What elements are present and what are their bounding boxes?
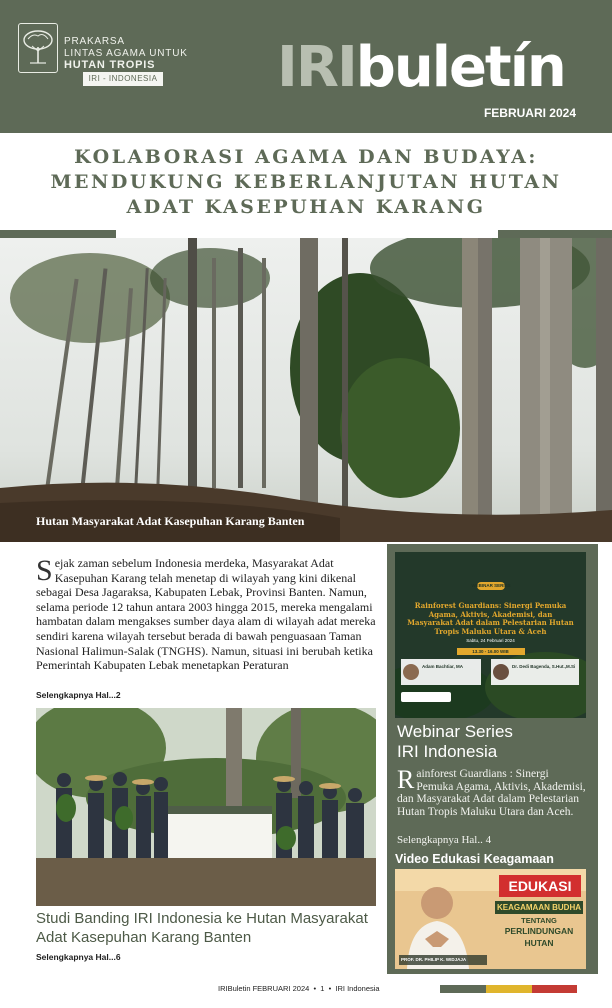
hero-caption: Hutan Masyarakat Adat Kasepuhan Karang Banten	[36, 514, 305, 528]
logo	[18, 23, 58, 73]
video-line2: TENTANG	[521, 916, 557, 925]
page-headline	[0, 145, 612, 220]
org-name-line1: PRAKARSA	[64, 36, 125, 47]
webinar-text: ainforest Guardians : Sinergi Pemuka Agama, Aktivis, Akademisi, dan Masyarakat Adat dalam Pelestarian Hutan Tropis Maluku Utara dan Aceh.	[397, 768, 586, 818]
video-line3: PERLINDUNGAN	[504, 926, 574, 936]
headline-line2: MENDUKUNG KEBERLANJUTAN HUTAN	[50, 171, 562, 193]
webinar-poster[interactable]	[395, 552, 586, 718]
footer: IRIBuletin FEBRUARI 2024 • 1 • IRI Indonesia	[218, 984, 380, 993]
footer-bar-red	[532, 985, 577, 993]
hero-forest-photo	[0, 238, 612, 542]
article-body	[36, 556, 376, 673]
masthead	[0, 0, 612, 133]
webinar-heading-line2: IRI Indonesia	[397, 742, 498, 761]
webinar-time: 13.30 - 16.00 WIB	[472, 649, 509, 654]
webinar-date: Sabtu, 24 Februari 2024	[466, 638, 515, 643]
org-name-line3: HUTAN TROPIS	[64, 59, 156, 71]
study-visit-photo	[36, 708, 376, 906]
webinar-speaker1: Adam Bachtiar, MA	[422, 664, 464, 669]
page-number: 1	[320, 984, 325, 993]
edition-date: FEBRUARI 2024	[483, 106, 576, 120]
headline-line1: KOLABORASI AGAMA DAN BUDAYA:	[74, 146, 538, 168]
webinar-more-link[interactable]: Selengkapnya Hal.. 4	[397, 834, 492, 846]
footer-org: IRI Indonesia	[335, 984, 380, 993]
webinar-description	[397, 765, 587, 818]
video-line4: HUTAN	[524, 938, 554, 948]
video-thumbnail[interactable]	[395, 869, 586, 969]
headline-line3: ADAT KASEPUHAN KARANG	[126, 196, 486, 218]
brand-iri: IRI	[277, 35, 356, 100]
video-badge: EDUKASI	[499, 875, 581, 897]
webinar-dropcap: R	[397, 765, 415, 794]
study-title: Studi Banding IRI Indonesia ke Hutan Masyarakat Adat Kasepuhan Karang Banten	[36, 910, 368, 946]
webinar-heading	[397, 722, 513, 762]
tree-icon	[21, 27, 55, 69]
article-text: ejak zaman sebelum Indonesia merdeka, Masyarakat Adat Kasepuhan Karang telah menetap di wilayah yang kini dikenal sebagai Desa Jagaraksa, Kabupaten Lebak, Provinsi Banten. Namun, selama periode 12 tahun antara 2003 hingga 2015, mereka mengalami hambatan dalam mengakses sumber daya alam di wilayah adat mereka sendiri karena wilayah tersebut berada di bawah penguasaan Taman Nasional Halimun-Salak (TNGHS). Namun, situasi ini berubah ketika Pemerintah Kabupaten Lebak menetapkan Peraturan	[36, 556, 376, 673]
footer-title: IRIBuletin FEBRUARI 2024	[218, 984, 310, 993]
webinar-series-label: WEBINAR SERIES	[471, 583, 511, 588]
footer-bar-yellow	[486, 985, 532, 993]
org-badge: IRI - INDONESIA	[83, 72, 163, 86]
study-more-link[interactable]: Selengkapnya Hal...6	[36, 952, 121, 962]
webinar-poster-title: Rainforest Guardians: Sinergi Pemuka Agama, Aktivis, Akademisi, dan Masyarakat Adat dalam Pelestarian Hutan Tropis Maluku Utara & Aceh	[407, 601, 574, 636]
article-more-link[interactable]: Selengkapnya Hal...2	[36, 690, 121, 700]
brand-buletin: buletín	[355, 35, 565, 100]
brand-wordmark	[277, 36, 565, 100]
video-speaker: PROF. DR. PHILIP K. WIDJAJA	[401, 957, 467, 962]
footer-bar-olive	[440, 985, 486, 993]
video-heading: Video Edukasi Keagamaan	[395, 852, 554, 866]
org-name-line2: LINTAS AGAMA UNTUK	[64, 48, 188, 59]
webinar-speaker2: Dr. Dedi Bagenda, S.Hut.,M.Si	[512, 664, 576, 669]
webinar-heading-line1: Webinar Series	[397, 722, 513, 741]
video-line1: KEAGAMAAN BUDHA	[497, 903, 581, 912]
article-dropcap: S	[36, 554, 53, 587]
